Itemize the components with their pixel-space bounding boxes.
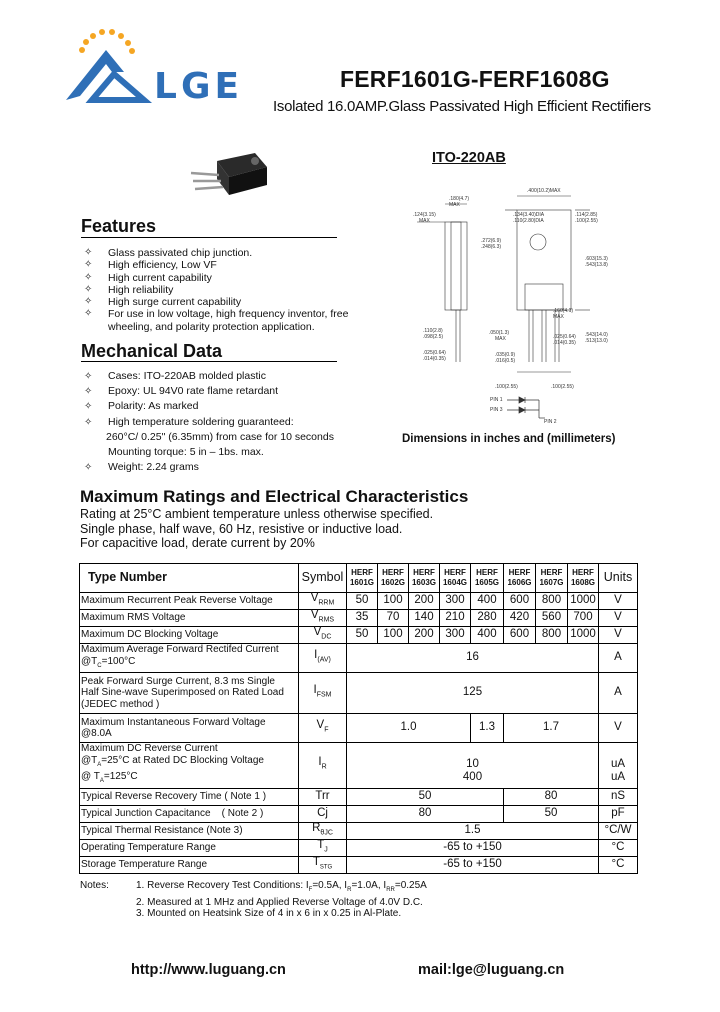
- table-row: Storage Temperature Range $T_{STG}$ -65 to +150 °C: [80, 856, 638, 874]
- header-symbol: Symbol: [299, 564, 347, 593]
- svg-text:MAX: MAX: [419, 218, 430, 224]
- list-item: ✧ High temperature soldering guaranteed:: [81, 415, 381, 430]
- header-part: HERF 1604G: [440, 564, 471, 593]
- list-item: ✧ Cases: ITO-220AB molded plastic: [81, 369, 381, 384]
- table-row: Operating Temperature Range $T_J$ -65 to +150 °C: [80, 839, 638, 856]
- pin-label: PIN 2: [544, 419, 557, 425]
- svg-text:.110(2.8): .110(2.8): [423, 328, 443, 334]
- svg-text:.100(2.55): .100(2.55): [495, 384, 518, 390]
- package-outline-drawing: [405, 180, 615, 430]
- svg-text:.400(10.2)MAX: .400(10.2)MAX: [527, 188, 561, 194]
- part-number-title: FERF1601G-FERF1608G: [340, 66, 610, 92]
- package-name: ITO-220AB: [432, 150, 506, 166]
- header-part: HERF 1603G: [409, 564, 440, 593]
- table-row: Peak Forward Surge Current, 8.3 ms Single Half Sine-wave Superimposed on Rated Load (JEDEC method ) $I_{FSM}$ 125 A: [80, 673, 638, 714]
- star-bullet-icon: ✧: [84, 259, 93, 271]
- ratings-title: Maximum Ratings and Electrical Characteristics: [80, 487, 469, 506]
- svg-text:.513(13.0): .513(13.0): [585, 338, 608, 344]
- header-part: HERF 1602G: [378, 564, 409, 593]
- company-logo: [62, 28, 262, 106]
- header-type-number: Type Number: [80, 564, 299, 593]
- rating-line: For capacitive load, derate current by 20%: [80, 536, 315, 550]
- features-rule: [81, 237, 337, 238]
- list-item: ✧ Glass passivated chip junction.: [84, 247, 253, 259]
- star-bullet-icon: ✧: [84, 271, 93, 283]
- svg-text:.110(2.80)DIA: .110(2.80)DIA: [513, 218, 544, 224]
- list-item: ✧ For use in low voltage, high frequency inventor, free wheeling, and polarity protection application.: [84, 308, 349, 333]
- email-link[interactable]: mail:lge@luguang.cn: [418, 962, 565, 978]
- header-part: HERF 1606G: [504, 564, 536, 593]
- svg-text:.100(2.55): .100(2.55): [575, 218, 598, 224]
- svg-text:.114(2.85): .114(2.85): [575, 212, 598, 218]
- star-bullet-icon: ✧: [84, 386, 93, 398]
- table-row: Maximum DC Reverse Current $@T_A=25^\circ C$ at Rated DC Blocking Voltage @ $T_A=125^\circ C$ $I_R$ 10 400 uA uA: [80, 743, 638, 789]
- star-bullet-icon: ✧: [84, 247, 93, 258]
- table-row: Typical Thermal Resistance (Note 3) $R_{\theta JC}$ 1.5 °C/W: [80, 822, 638, 839]
- svg-text:.050(1.3): .050(1.3): [489, 330, 510, 336]
- logo-text: LGE: [154, 66, 244, 107]
- table-row: Maximum DC Blocking Voltage $V_{DC}$ 50 100 200 300 400 600 800 1000 V: [80, 627, 638, 644]
- note-line: 3. Mounted on Heatsink Size of 4 in x 6 in x 0.25 in Al-Plate.: [136, 908, 402, 919]
- header-part: HERF 1601G: [347, 564, 378, 593]
- ratings-table: [79, 563, 638, 874]
- table-row: Maximum Recurrent Peak Reverse Voltage $V_{RRM}$ 50 100 200 300 400 600 800 1000 V: [80, 593, 638, 610]
- notes-label: Notes:: [80, 880, 109, 891]
- svg-text:.098(2.5): .098(2.5): [423, 334, 444, 340]
- mechanical-rule: [81, 361, 337, 362]
- list-item: ✧ High efficiency, Low VF: [84, 259, 217, 272]
- list-item: ✧ Epoxy: UL 94V0 rate flame retardant: [81, 384, 381, 399]
- header-part: HERF 1607G: [536, 564, 568, 593]
- mechanical-list: [81, 369, 381, 475]
- mechanical-title: Mechanical Data: [81, 341, 223, 361]
- rating-line: Single phase, half wave, 60 Hz, resistive or inductive load.: [80, 521, 403, 536]
- svg-text:.134(3.40)DIA: .134(3.40)DIA: [513, 212, 545, 218]
- svg-text:.160(4.1): .160(4.1): [553, 308, 574, 314]
- star-bullet-icon: ✧: [84, 416, 93, 428]
- svg-text:.025(0.64): .025(0.64): [553, 334, 576, 340]
- svg-text:.543(14.0): .543(14.0): [585, 332, 608, 338]
- diode-symbol-icon: [505, 394, 549, 424]
- star-bullet-icon: ✧: [84, 296, 93, 308]
- star-bullet-icon: ✧: [84, 283, 93, 295]
- svg-text:.180(4.7): .180(4.7): [449, 196, 470, 202]
- features-list: [81, 247, 371, 333]
- svg-text:MAX: MAX: [449, 202, 460, 208]
- svg-text:.272(6.9): .272(6.9): [481, 238, 502, 244]
- list-item: ✧ Polarity: As marked: [81, 399, 381, 414]
- svg-text:.014(0.35): .014(0.35): [423, 356, 446, 362]
- svg-text:.016(0.5): .016(0.5): [495, 358, 516, 364]
- star-bullet-icon: ✧: [84, 462, 93, 474]
- svg-text:MAX: MAX: [495, 336, 506, 342]
- star-bullet-icon: ✧: [84, 401, 93, 413]
- svg-text:.100(2.55): .100(2.55): [551, 384, 574, 390]
- star-bullet-icon: ✧: [84, 308, 93, 320]
- svg-text:MAX: MAX: [553, 314, 564, 320]
- list-item: ✧ High reliability: [84, 283, 174, 296]
- pin-label: PIN 1: [490, 397, 503, 403]
- pin-label: PIN 3: [490, 407, 503, 413]
- ratings-conditions: [80, 507, 433, 551]
- table-row: Maximum RMS Voltage $V_{RMS}$ 35 70 140 210 280 420 560 700 V: [80, 610, 638, 627]
- list-item: Mounting torque: 5 in – 1bs. max.: [108, 446, 264, 459]
- component-photo: [185, 145, 275, 205]
- pin-diagram: [487, 394, 567, 428]
- header-part: HERF 1605G: [471, 564, 504, 593]
- header-units: Units: [599, 564, 638, 593]
- svg-text:.025(0.64): .025(0.64): [423, 350, 446, 356]
- page-subtitle: Isolated 16.0AMP.Glass Passivated High Efficient Rectifiers: [273, 98, 651, 115]
- svg-text:.543(13.8): .543(13.8): [585, 262, 608, 268]
- list-item: 260°C/ 0.25" (6.35mm) from case for 10 seconds: [106, 430, 334, 443]
- features-title: Features: [81, 216, 157, 236]
- note-line: 2. Measured at 1 MHz and Applied Reverse Voltage of 4.0V D.C.: [136, 896, 423, 908]
- list-item: ✧ High surge current capability: [84, 296, 242, 309]
- dimensions-caption: Dimensions in inches and (millimeters): [402, 433, 616, 445]
- star-bullet-icon: ✧: [84, 371, 93, 382]
- rating-line: Rating at 25°C ambient temperature unless otherwise specified.: [80, 507, 434, 521]
- header-part: HERF 1608G: [568, 564, 599, 593]
- notes: [80, 880, 600, 920]
- svg-text:.248(6.3): .248(6.3): [481, 244, 502, 250]
- table-header-row: [80, 564, 638, 593]
- svg-text:.035(0.9): .035(0.9): [495, 352, 516, 358]
- svg-text:.124(3.15): .124(3.15): [413, 212, 436, 218]
- table-row: Maximum Instantaneous Forward Voltage @8.0A $V_F$ 1.0 1.3 1.7 V: [80, 714, 638, 743]
- svg-text:.014(0.35): .014(0.35): [553, 340, 576, 346]
- table-row: Typical Junction Capacitance ( Note 2 ) Cj 80 50 pF: [80, 805, 638, 822]
- table-row: Typical Reverse Recovery Time ( Note 1 ) Trr 50 80 nS: [80, 788, 638, 805]
- svg-text:.603(15.3): .603(15.3): [585, 256, 608, 262]
- list-item: ✧ High current capability: [84, 271, 212, 284]
- note-line: Notes: 1. Reverse Recovery Test Conditions: $I_F=0.5A$, $I_R=1.0A$, $I_{RR}=0.25A$: [80, 880, 427, 893]
- list-item: ✧ Weight: 2.24 grams: [81, 460, 381, 475]
- table-row: Maximum Average Forward Rectifed Current $@T_C=100^\circ C$ $I_{(AV)}$ 16 A: [80, 644, 638, 673]
- website-link[interactable]: http://www.luguang.cn: [131, 962, 286, 978]
